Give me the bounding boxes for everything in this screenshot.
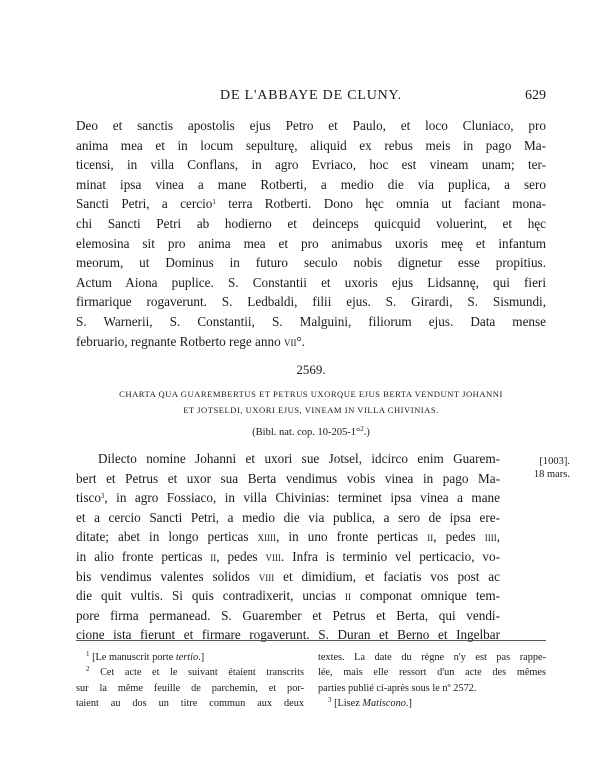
text-fragment: terra Rotberti. Dono hęc omnia ut faciant mona-	[228, 196, 546, 212]
roman-numeral: ii	[427, 529, 434, 545]
text-fragment: bis vendimus valentes solidos	[76, 568, 250, 584]
text-line: et a cercio Sancti Petri, a medio die via publica, a sero de ipsa ere-	[76, 509, 500, 525]
text-fragment: , in uno fronte perticas	[276, 529, 419, 545]
charter-text	[76, 449, 500, 645]
text-line: Actum Aiona puplice. S. Constantii et uxoris ejus Lidsannę, qui fieri	[76, 274, 546, 290]
text-line: bert et Petrus et uxor sua Berta vendimus vobis vinea in pago Ma-	[76, 470, 500, 486]
charter-title-line: CHARTA QUA GUAREMBERTUS ET PETRUS UXORQUE EJUS BERTA VENDUNT JOHANNI	[119, 389, 503, 399]
text-line: chi Sancti Petri ab hodierno et deinceps quicquid voluerint, et hęc	[76, 215, 546, 231]
footnote-text: Cet acte et le suivant étaient transcrits	[100, 667, 305, 679]
footnote-text: .]	[405, 698, 412, 710]
footnote-marker: 1	[86, 650, 90, 658]
text-line	[76, 567, 500, 587]
text-line: S. Warnerii, S. Constantii, S. Malguini, filiorum ejus. Data mense	[76, 313, 546, 329]
margin-date-year: [1003].	[539, 456, 570, 467]
text-fragment: februario, regnante Rotberto rege anno	[76, 333, 281, 349]
text-line: Deo et sanctis apostolis ejus Petro et Paulo, et loco Cluniaco, pro	[76, 118, 546, 133]
text-fragment: ,	[496, 529, 501, 545]
source-reference	[76, 427, 546, 438]
text-line	[76, 527, 500, 547]
text-fragment: . Infra is terminio vel perticacio, vo-	[281, 548, 501, 564]
text-fragment: , pedes	[433, 529, 476, 545]
footnote-column-right	[318, 650, 546, 712]
text-fragment: ditate; abet in longo perticas	[76, 529, 249, 545]
text-line: ticensi, in villa Conflans, in agro Evriaco, hoc est vineam unam; ter-	[76, 157, 546, 173]
footnotes	[76, 650, 546, 712]
footnote-text: [Le manuscrit porte	[92, 652, 176, 663]
text-fragment: , in agro Fossiaco, in villa Chivinias: terminet ipsa vinea a mane	[104, 490, 500, 506]
margin-date	[500, 455, 570, 481]
footnote-marker: 1	[212, 198, 216, 207]
text-line: Dilecto nomine Johanni et uxori sue Jotsel, idcirco enim Guarem-	[98, 451, 500, 466]
footnote-column-left	[76, 650, 304, 712]
text-line: minat ipsa vinea a mane Rotberti, a medio die via puplica, a sero	[76, 176, 546, 192]
roman-numeral: viii	[265, 548, 282, 564]
charter-title-line: ET JOTSELDI, UXORI EJUS, VINEAM IN VILLA CHIVINIAS.	[183, 405, 439, 415]
roman-numeral: xiiii	[257, 529, 277, 545]
page-header	[76, 88, 546, 108]
text-line: elemosina sit pro anima mea et pro animabus uxoris meę et infantum	[76, 235, 546, 251]
footnote-3	[318, 696, 546, 711]
footnote-divider	[76, 640, 546, 641]
roman-numeral: iiii	[484, 529, 497, 545]
text-fragment: in alio fronte perticas	[76, 548, 203, 564]
footnote-2-line: lée, mais elle ressort d'un acte des mêmes	[318, 667, 546, 679]
roman-numeral: viii	[258, 568, 275, 584]
footnote-2-line: taient au dos un titre commun aux deux	[76, 698, 304, 710]
footnote-marker: 2	[360, 425, 364, 433]
text-line: firmarique rogaverunt. S. Ledbaldi, filii ejus. S. Girardi, S. Sismundi,	[76, 294, 546, 310]
footnote-marker: 3	[100, 492, 105, 501]
charter-title	[76, 386, 546, 418]
text-fragment: , pedes	[216, 548, 258, 564]
text-line	[76, 586, 500, 606]
charter-continuation-text	[76, 116, 546, 351]
footnote-2-line: sur la même feuille de parchemin, et por-	[76, 682, 304, 694]
text-line	[76, 547, 500, 567]
footnote-2-line: parties publié ci-après sous le nº 2572.	[318, 682, 477, 694]
text-fragment: Sancti Petri, a cercio	[76, 196, 213, 212]
text-fragment: componat omnique tem-	[359, 588, 501, 604]
footnote-2-line	[76, 665, 304, 680]
text-line	[76, 332, 546, 352]
roman-numeral: vii°.	[283, 333, 306, 349]
footnote-marker: 3	[328, 696, 332, 705]
text-line: anima mea et in locum sepulturę, aliquid ex rebus meis in pago Ma-	[76, 137, 546, 153]
text-line: pore firma permanead. S. Guarember et Petrus et Berta, qui vendi-	[76, 607, 500, 623]
roman-numeral: ii	[344, 588, 351, 604]
footnote-text: [Lisez	[334, 698, 363, 710]
source-text: .)	[363, 427, 370, 438]
footnote-italic: Matiscono	[362, 698, 406, 710]
text-line: cione ista fierunt et firmare rogaverunt. S. Duran et Berno et Ingelbar	[76, 627, 500, 643]
text-line	[76, 488, 500, 508]
text-fragment: tisco	[76, 490, 101, 506]
running-title: DE L'ABBAYE DE CLUNY.	[220, 88, 402, 103]
roman-numeral: ii	[210, 548, 217, 564]
footnote-italic: tertio	[175, 652, 199, 663]
page-number: 629	[525, 88, 546, 103]
footnote-text: .]	[198, 652, 205, 663]
text-line: meorum, ut Dominus in futuro seculo nobis dignetur esse propitius.	[76, 255, 546, 271]
text-line	[76, 194, 546, 214]
footnote-1	[76, 650, 304, 665]
charter-number: 2569.	[296, 362, 326, 377]
text-fragment: die quit vultis. Si quis contradixerit, uncias	[76, 588, 337, 604]
footnote-2-line: textes. La date du règne n'y est pas rappe-	[318, 652, 546, 663]
text-fragment: et dimidium, et faciatis vos post ac	[283, 568, 501, 584]
margin-date-day: 18 mars.	[533, 469, 570, 480]
source-text: (Bibl. nat. cop. 10-205-1°	[252, 427, 361, 438]
footnote-marker: 2	[86, 665, 90, 674]
